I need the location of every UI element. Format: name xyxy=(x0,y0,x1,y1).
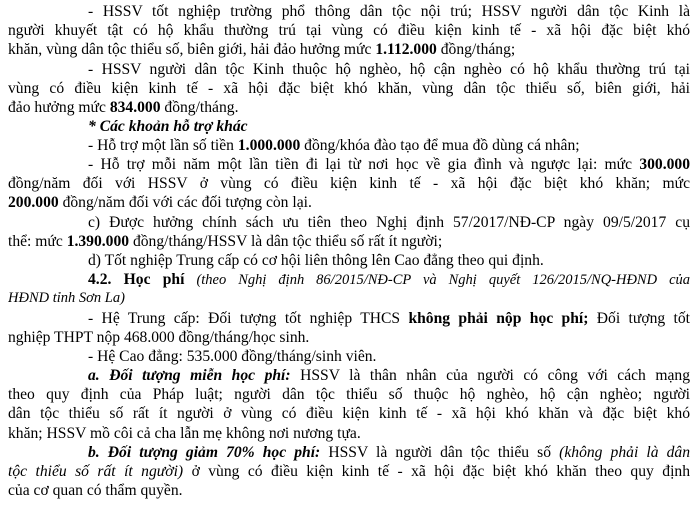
text-run: * Các khoản hỗ trợ khác xyxy=(88,118,248,135)
text-run: thể: mức xyxy=(8,233,67,250)
label-exempt: a. Đối tượng miễn học phí: xyxy=(88,367,291,384)
text-run: người khuyết tật có hộ khẩu thường trú tại vùng có điều kiện kinh tế - xã hội đặc biệt khó xyxy=(8,22,690,39)
text-run: vùng có điều kiện kinh tế - xã hội đặc biệt khó khăn, vùng dân tộc thiểu số, biên giới, hải xyxy=(8,80,690,97)
amount-1000000: 1.000.000 xyxy=(237,137,301,154)
text-run: d) Tốt nghiệp Trung cấp có cơ hội liên thông lên Cao đẳng theo qui định. xyxy=(88,252,544,269)
text-run: - Hỗ trợ mỗi năm một lần tiền đi lại từ nơi học về gia đình và ngược lại: mức xyxy=(88,156,640,173)
no-tuition-emphasis: không phải nộp học phí; xyxy=(408,310,589,327)
text-run: HĐND tỉnh Sơn La) xyxy=(8,290,125,306)
amount-1112000: 1.112.000 xyxy=(375,41,437,58)
text-run: HSSV là người dân tộc thiểu số xyxy=(320,444,560,461)
text-run: đồng/năm đối với các đối tượng còn lại. xyxy=(58,194,312,211)
para-travel-support-line-2 xyxy=(8,174,690,193)
para-ethnic-boarding-line-2 xyxy=(8,21,690,40)
para-ethnic-boarding-line-1 xyxy=(8,2,690,21)
heading-other-support xyxy=(8,117,690,136)
para-travel-support-line-1 xyxy=(8,155,690,174)
text-run: - Hệ Trung cấp: Đối tượng tốt nghiệp THCS xyxy=(88,310,409,327)
amount-300000: 300.000 xyxy=(639,156,690,173)
text-run: (theo Nghị định 86/2015/NĐ-CP và Nghị quyết 126/2015/NQ-HĐND của xyxy=(184,272,690,288)
heading-tuition-line-1 xyxy=(8,270,690,289)
heading-tuition-line-2 xyxy=(8,289,690,308)
text-run: đồng/tháng; xyxy=(436,41,516,58)
text-run: nghiệp THPT nộp 468.000 đồng/tháng/học sinh. xyxy=(8,329,310,346)
para-kinh-poor-line-3 xyxy=(8,98,690,117)
text-run: ở vùng có điều kiện kinh tế - xã hội đặc biệt khó khăn theo quy định xyxy=(183,463,690,480)
para-reduce-line-3 xyxy=(8,481,690,500)
section-title-tuition: 4.2. Học phí xyxy=(88,271,185,288)
text-run: của cơ quan có thẩm quyền. xyxy=(8,482,183,499)
text-run: - HSSV người dân tộc Kinh thuộc hộ nghèo, hộ cận nghèo có hộ khẩu thường trú tại xyxy=(88,61,690,78)
amount-834000: 834.000 xyxy=(109,99,161,116)
para-exempt-line-3 xyxy=(8,404,690,423)
para-transfer-college xyxy=(8,251,690,270)
text-run: đảo hưởng mức xyxy=(8,99,110,116)
para-kinh-poor-line-2 xyxy=(8,79,690,98)
text-run: tộc thiểu số rất ít người) xyxy=(8,463,184,480)
text-run: đồng/khóa đào tạo để mua đồ dùng cá nhân; xyxy=(300,137,580,154)
text-run: - HSSV tốt nghiệp trường phổ thông dân tộc nội trú; HSSV người dân tộc Kinh là xyxy=(88,3,690,20)
para-travel-support-line-3 xyxy=(8,193,690,212)
para-decree-57-line-1 xyxy=(8,213,690,232)
text-run: - Hỗ trợ một lần số tiền xyxy=(88,137,238,154)
text-run: HSSV là thân nhân của người có công với cách mạng xyxy=(290,367,690,384)
text-run: - Hệ Cao đẳng: 535.000 đồng/tháng/sinh viên. xyxy=(88,348,377,365)
para-reduce-line-1 xyxy=(8,443,690,462)
text-run: dân tộc thiểu số rất ít người ở vùng có điều kiện kinh tế - xã hội khó khăn và đặc biệt khó xyxy=(8,405,690,422)
text-run: đồng/tháng. xyxy=(160,99,239,116)
para-reduce-line-2 xyxy=(8,462,690,481)
para-exempt-line-2 xyxy=(8,385,690,404)
para-decree-57-line-2 xyxy=(8,232,690,251)
para-intermediate-line-2 xyxy=(8,328,690,347)
para-one-time-support xyxy=(8,136,690,155)
text-run: c) Được hưởng chính sách ưu tiên theo Nghị định 57/2017/NĐ-CP ngày 09/5/2017 cụ xyxy=(88,214,690,231)
amount-200000: 200.000 xyxy=(8,194,59,211)
para-college-tuition xyxy=(8,347,690,366)
text-run: khăn, vùng dân tộc thiểu số, biên giới, hải đảo hưởng mức xyxy=(8,41,376,58)
text-run: khăn; HSSV mồ côi cả cha lẫn mẹ không nơi nương tựa. xyxy=(8,425,361,442)
label-reduce-70: b. Đối tượng giảm 70% học phí: xyxy=(88,444,321,461)
para-intermediate-line-1 xyxy=(8,309,690,328)
para-exempt-line-1 xyxy=(8,366,690,385)
amount-1390000: 1.390.000 xyxy=(66,233,130,250)
text-run: đồng/tháng/HSSV là dân tộc thiểu số rất ít người; xyxy=(129,233,443,250)
text-run: đồng/năm đối với HSSV ở vùng có điều kiện kinh tế - xã hội đặc biệt khó khăn; mức xyxy=(8,175,690,192)
text-run: theo quy định của Pháp luật; người dân tộc thiểu số thuộc hộ nghèo, hộ cận nghèo; người xyxy=(8,386,690,403)
para-exempt-line-4 xyxy=(8,424,690,443)
para-kinh-poor-line-1 xyxy=(8,60,690,79)
para-ethnic-boarding-line-3 xyxy=(8,40,690,59)
text-run: Đối tượng tốt xyxy=(588,310,690,327)
text-run: (không phải là dân xyxy=(559,444,690,461)
